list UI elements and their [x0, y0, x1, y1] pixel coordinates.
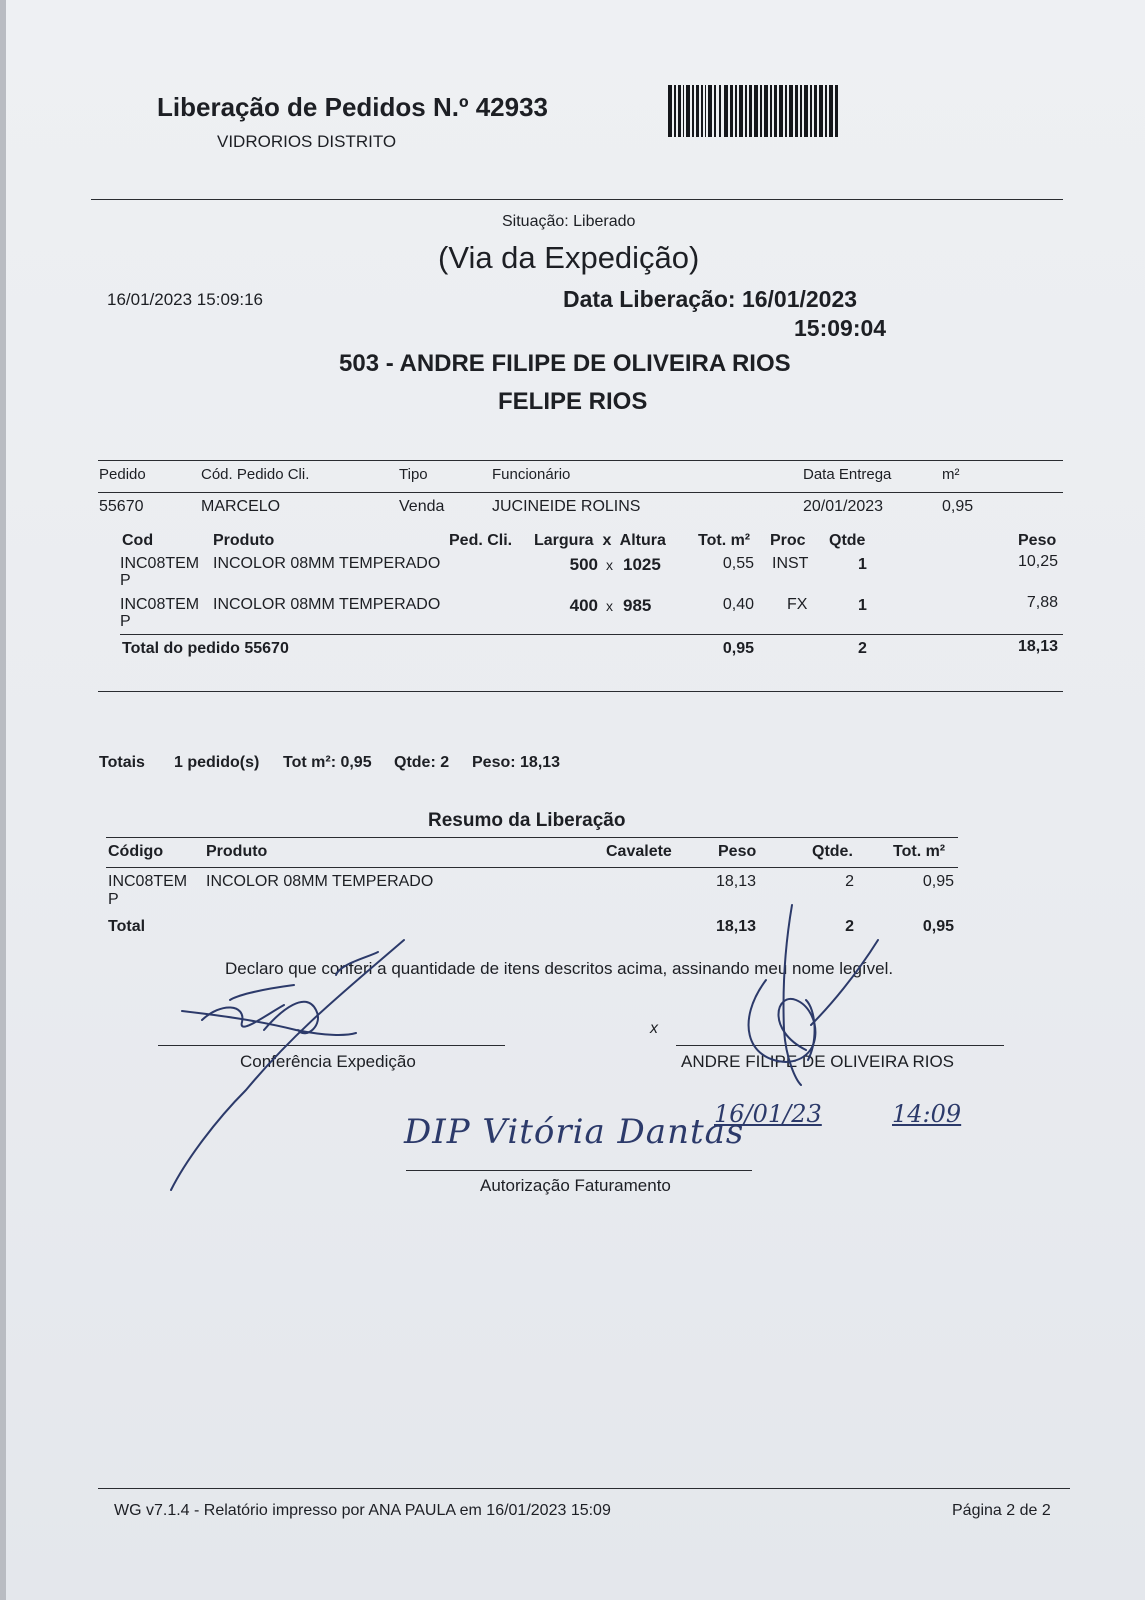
totals-peso: Peso: 18,13 — [472, 754, 561, 771]
item-col-proc: Proc — [770, 532, 806, 549]
item-cod-cont: P — [120, 572, 131, 589]
order-tipo: Venda — [399, 498, 445, 515]
item-proc: INST — [772, 555, 809, 572]
order-data-entrega: 20/01/2023 — [803, 498, 884, 515]
company-name: VIDRORIOS DISTRITO — [217, 132, 397, 151]
item-x: x — [606, 557, 613, 573]
signature-label-expedicao: Conferência Expedição — [240, 1052, 416, 1071]
totals-label: Totais — [99, 754, 145, 771]
footer-report-info: WG v7.1.4 - Relatório impresso por ANA PAULA em 16/01/2023 15:09 — [114, 1502, 611, 1519]
footer-page-number: Página 2 de 2 — [952, 1502, 1051, 1519]
summary-tot-m2: 0,95 — [922, 873, 954, 890]
document-page — [6, 0, 1145, 1600]
summary-total-qtde: 2 — [845, 918, 854, 935]
item-col-peso: Peso — [1018, 532, 1057, 549]
copy-label: (Via da Expedição) — [438, 240, 700, 275]
item-col-ped-cli: Ped. Cli. — [449, 532, 513, 549]
client-name: 503 - ANDRE FILIPE DE OLIVEIRA RIOS — [339, 350, 791, 377]
order-cod-pedido-cli: MARCELO — [201, 498, 281, 515]
item-x: x — [606, 598, 613, 614]
item-cod: INC08TEM — [120, 596, 200, 613]
order-m2: 0,95 — [942, 498, 974, 515]
order-total-label: Total do pedido 55670 — [122, 640, 289, 657]
item-col-largura-altura: Largura x Altura — [534, 532, 666, 549]
item-altura: 985 — [623, 596, 652, 615]
totals-qtde: Qtde: 2 — [394, 754, 450, 771]
col-pedido: Pedido — [99, 466, 146, 483]
summary-col-codigo: Código — [108, 843, 164, 860]
handwritten-time: 14:09 — [892, 1100, 962, 1128]
item-qtde: 1 — [858, 556, 867, 573]
col-cod-pedido-cli: Cód. Pedido Cli. — [201, 466, 310, 483]
handwritten-name: DIP Vitória Dantas — [404, 1112, 745, 1152]
signature-client — [6, 0, 1145, 1600]
col-m2: m² — [942, 466, 960, 483]
item-largura: 400 — [569, 596, 598, 615]
release-time: 15:09:04 — [794, 315, 887, 341]
totals-tot-m2: Tot m²: 0,95 — [283, 754, 372, 771]
item-col-qtde: Qtde — [829, 532, 866, 549]
release-date: Data Liberação: 16/01/2023 — [563, 286, 858, 312]
print-datetime: 16/01/2023 15:09:16 — [107, 290, 263, 309]
item-peso: 7,88 — [1026, 594, 1058, 611]
summary-col-qtde: Qtde. — [812, 843, 853, 860]
summary-col-tot-m2: Tot. m² — [893, 843, 946, 860]
order-total-qtde: 2 — [858, 640, 867, 657]
item-col-cod: Cod — [122, 532, 154, 549]
status-text: Situação: Liberado — [502, 213, 636, 230]
summary-total-peso: 18,13 — [715, 918, 756, 935]
item-cod-cont: P — [120, 613, 131, 630]
signature-x-mark: x — [650, 1020, 658, 1037]
order-total-m2: 0,95 — [722, 640, 754, 657]
declaration-text: Declaro que conferi a quantidade de itens descritos acima, assinando meu nome legível. — [225, 959, 894, 978]
item-largura: 500 — [569, 555, 598, 574]
summary-col-cavalete: Cavalete — [606, 843, 672, 860]
item-produto: INCOLOR 08MM TEMPERADO — [213, 555, 441, 572]
order-pedido: 55670 — [99, 498, 144, 515]
summary-col-produto: Produto — [206, 843, 268, 860]
summary-title: Resumo da Liberação — [428, 810, 626, 831]
col-data-entrega: Data Entrega — [803, 466, 892, 483]
item-peso: 10,25 — [1017, 553, 1058, 570]
order-funcionario: JUCINEIDE ROLINS — [492, 498, 641, 515]
client-alias: FELIPE RIOS — [498, 388, 648, 415]
item-tot-m2: 0,40 — [722, 596, 754, 613]
summary-produto: INCOLOR 08MM TEMPERADO — [206, 873, 434, 890]
item-col-tot-m2: Tot. m² — [698, 532, 751, 549]
item-produto: INCOLOR 08MM TEMPERADO — [213, 596, 441, 613]
item-cod: INC08TEM — [120, 555, 200, 572]
footer-divider — [98, 1488, 1070, 1489]
item-col-produto: Produto — [213, 532, 275, 549]
item-proc: FX — [787, 596, 808, 613]
summary-peso: 18,13 — [715, 873, 756, 890]
col-funcionario: Funcionário — [492, 466, 571, 483]
order-total-peso: 18,13 — [1017, 638, 1058, 655]
summary-total-tot-m2: 0,95 — [922, 918, 954, 935]
document-title: Liberação de Pedidos N.º 42933 — [157, 92, 548, 122]
item-tot-m2: 0,55 — [722, 555, 754, 572]
summary-col-peso: Peso — [718, 843, 757, 860]
totals-pedidos: 1 pedido(s) — [174, 754, 260, 771]
handwritten-date: 16/01/23 — [714, 1100, 822, 1128]
summary-qtde: 2 — [845, 873, 854, 890]
signature-label-client: ANDRE FILIPE DE OLIVEIRA RIOS — [681, 1052, 955, 1071]
signature-label-faturamento: Autorização Faturamento — [480, 1176, 671, 1195]
summary-codigo-cont: P — [108, 891, 119, 908]
summary-codigo: INC08TEM — [108, 873, 188, 890]
summary-total-label: Total — [108, 918, 146, 935]
item-qtde: 1 — [858, 597, 867, 614]
item-altura: 1025 — [623, 555, 661, 574]
col-tipo: Tipo — [399, 466, 428, 483]
